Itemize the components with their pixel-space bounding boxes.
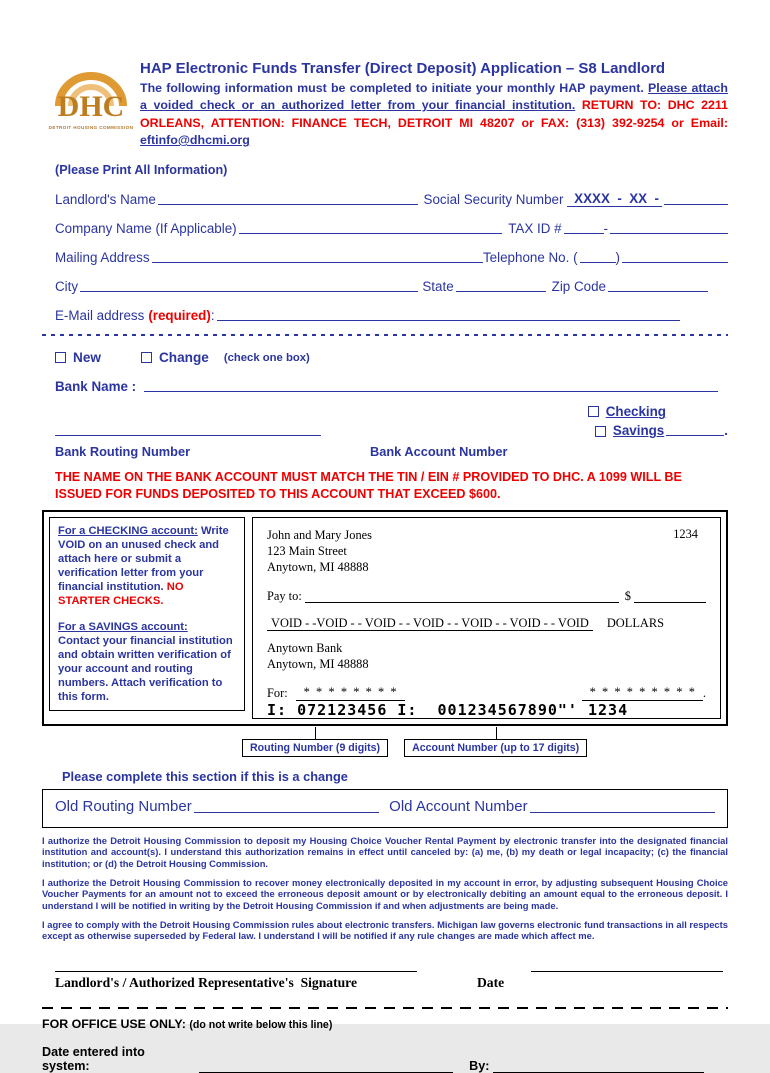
ssn-blank[interactable]: [664, 193, 728, 205]
dashed-divider: [42, 334, 728, 336]
change-checkbox[interactable]: [141, 352, 152, 363]
no-starter-checks-warning: NO STARTER CHECKS.: [58, 580, 184, 607]
check-one-note: (check one box): [223, 351, 310, 364]
email-label: E-Mail address: [55, 308, 145, 324]
memo-stars-left: * * * * * * * *: [296, 685, 405, 701]
city-label: City: [55, 279, 79, 295]
checking-instr-body: Write VOID on an unused check and attach here or submit a verification letter from your financial institution.: [58, 524, 229, 593]
pay-to-blank: [305, 589, 619, 603]
email-colon: :: [210, 308, 215, 324]
landlord-name-blank[interactable]: [158, 193, 418, 205]
landlord-name-row: [55, 191, 728, 207]
telephone-close-paren: ): [615, 250, 620, 266]
bank-routing-blank[interactable]: [55, 424, 321, 436]
bank-account-blank[interactable]: [666, 424, 724, 436]
old-numbers-box: [42, 789, 728, 828]
micr-callouts: [42, 739, 728, 757]
logo-text: DHC: [57, 90, 125, 123]
pay-to-label: Pay to:: [267, 589, 302, 604]
company-blank[interactable]: [239, 222, 503, 234]
header: [42, 60, 728, 149]
old-account-blank[interactable]: [530, 801, 715, 813]
pay-to-line: [267, 589, 706, 604]
authorization-paragraph-3: I agree to comply with the Detroit Housing Commission rules about electronic transfers. Michigan law governs electronic fund transactions in all respects except as otherwise superseded by Federal law. I understand I will be notified if any rule changes are made which affect me.: [42, 918, 728, 942]
office-use-title: FOR OFFICE USE ONLY:: [42, 1016, 186, 1031]
checking-row: [42, 404, 728, 419]
city-blank[interactable]: [80, 280, 418, 292]
savings-instr-title: For a SAVINGS account:: [58, 620, 188, 633]
checking-instr-title: For a CHECKING account:: [58, 524, 198, 537]
page-title: HAP Electronic Funds Transfer (Direct Deposit) Application – S8 Landlord: [140, 60, 666, 77]
routing-number-callout: Routing Number (9 digits): [242, 739, 388, 757]
check-bank-name: Anytown Bank: [267, 641, 343, 656]
savings-instr-body: Contact your financial institution and obtain written verification of your account and routing numbers. Attach verification to this form.: [58, 634, 233, 703]
tax-id-label: TAX ID #: [508, 221, 562, 237]
check-payer-name: John and Mary Jones: [267, 527, 372, 542]
check-bank-city: Anytown, MI 48888: [267, 657, 369, 672]
void-text: VOID - -VOID - - VOID - - VOID - - VOID - - VOID - - VOID: [267, 616, 593, 631]
tin-warning: THE NAME ON THE BANK ACCOUNT MUST MATCH THE TIN / EIN # PROVIDED TO DHC. A 1099 WILL BE ISSUED FOR FUNDS DEPOSITED TO THIS ACCOUNT THAT EXCEED $600.: [55, 470, 682, 501]
check-number: 1234: [673, 526, 698, 541]
tax-id-dash: -: [603, 221, 608, 237]
email-link[interactable]: eftinfo@dhcmi.org: [140, 133, 250, 148]
micr-line: I: 072123456 I: 001234567890"' 1234: [267, 701, 629, 720]
void-line: [267, 616, 706, 631]
company-row: [55, 221, 728, 236]
ssn-label: Social Security Number: [423, 192, 564, 208]
dollars-label: DOLLARS: [606, 616, 664, 631]
intro-attach-note: Please attach a voided check or an authorized letter from your financial institution.: [140, 81, 728, 113]
mailing-address-blank[interactable]: [152, 251, 483, 263]
dollar-sign: $: [624, 589, 631, 604]
memo-stars-right: * * * * * * * * *: [582, 685, 703, 701]
print-note: (Please Print All Information): [55, 163, 228, 178]
check-payer-city: Anytown, MI 48888: [267, 559, 369, 574]
signature-labels: [55, 975, 728, 991]
amount-blank: [634, 589, 706, 603]
by-label: By:: [469, 1058, 490, 1073]
savings-period: .: [724, 423, 728, 439]
date-entered-label: Date entered into system:: [42, 1044, 145, 1073]
old-routing-blank[interactable]: [194, 801, 379, 813]
dhc-logo-graphic: [45, 60, 137, 122]
email-required-note: (required): [148, 308, 211, 324]
bank-name-label: Bank Name :: [55, 379, 137, 395]
account-instructions-box: [49, 517, 245, 711]
new-checkbox[interactable]: [55, 352, 66, 363]
telephone-blank[interactable]: [622, 251, 728, 263]
logo-caption: DETROIT HOUSING COMMISSION: [48, 125, 134, 130]
authorization-paragraph-1: I authorize the Detroit Housing Commission to deposit my Housing Choice Voucher Rental Payment by electronic transfer into the designated financial institution and account(s). I understand this authorization remains in effect until canceled by: (a) me, (b) my death or legal incapacity; (c) the financial institution; or (d) the Detroit Housing Commission.: [42, 834, 728, 869]
check-payer-street: 123 Main Street: [267, 543, 347, 558]
old-routing-label: Old Routing Number: [55, 797, 192, 815]
office-use-heading: [42, 1017, 728, 1031]
zip-label: Zip Code: [551, 279, 606, 295]
return-to-text: RETURN TO: DHC 2211 ORLEANS, ATTENTION: FINANCE TECH, DETROIT MI 48207 or FAX: (313) 392-9254 or Email:: [140, 98, 728, 130]
for-label: For:: [267, 686, 288, 701]
checking-checkbox[interactable]: [588, 406, 599, 417]
dhc-logo: [42, 60, 140, 136]
sample-check: [252, 517, 721, 719]
account-number-callout: Account Number (up to 17 digits): [404, 739, 587, 757]
bank-account-label: Bank Account Number: [370, 444, 508, 460]
city-state-zip-row: [55, 279, 728, 294]
office-entry-row: [42, 1045, 728, 1073]
state-blank[interactable]: [456, 280, 546, 292]
date-entered-blank[interactable]: [199, 1061, 453, 1073]
tax-id-blank-2[interactable]: [610, 222, 728, 234]
company-label: Company Name (If Applicable): [55, 221, 237, 237]
signature-blank[interactable]: [55, 960, 417, 972]
by-blank[interactable]: [493, 1061, 704, 1073]
savings-checkbox[interactable]: [595, 426, 606, 437]
email-row: [55, 308, 728, 323]
state-label: State: [422, 279, 454, 295]
bank-name-blank[interactable]: [144, 380, 718, 392]
ssn-mask: XXXX - XX -: [567, 191, 662, 207]
authorization-paragraph-2: I authorize the Detroit Housing Commission to recover money electronically deposited in my account in error, by adjusting subsequent Housing Choice Voucher Payments for an amount not to exceed the erroneous deposit amount or by electronically debiting an amount equal to the erroneous deposit. I understand I will be notified in writing by the Detroit Housing Commission if and when adjustments are being made.: [42, 876, 728, 911]
memo-period: .: [702, 686, 706, 701]
mailing-address-label: Mailing Address: [55, 250, 150, 266]
office-use-note: (do not write below this line): [189, 1018, 333, 1031]
savings-label: Savings: [612, 423, 665, 439]
check-specimen-section: [42, 510, 728, 726]
office-divider: [42, 1007, 728, 1009]
old-account-label: Old Account Number: [389, 797, 528, 815]
change-section-title: Please complete this section if this is a change: [62, 768, 348, 784]
intro-text: The following information must be completed to initiate your monthly HAP payment.: [140, 81, 644, 95]
landlord-name-label: Landlord's Name: [55, 192, 156, 208]
new-label: New: [73, 350, 101, 366]
telephone-label: Telephone No. (: [482, 250, 578, 266]
mailing-address-row: [55, 250, 728, 265]
date-blank[interactable]: [531, 960, 723, 972]
bank-name-row: [55, 379, 728, 394]
signature-label: Landlord's / Authorized Representative's Signature: [55, 974, 357, 990]
change-label: Change: [158, 350, 209, 366]
signature-lines: [55, 960, 728, 972]
bank-routing-label: Bank Routing Number: [55, 444, 191, 460]
telephone-area-blank[interactable]: [580, 251, 616, 263]
email-blank[interactable]: [217, 309, 680, 321]
tax-id-blank-1[interactable]: [564, 222, 604, 234]
zip-blank[interactable]: [608, 280, 708, 292]
bank-number-labels: [55, 444, 728, 459]
intro-paragraph: [55, 80, 728, 149]
savings-row: [55, 423, 728, 438]
date-label: Date: [476, 974, 505, 990]
authorization-text: [42, 835, 728, 942]
memo-line: [267, 685, 706, 701]
new-change-row: [55, 350, 728, 365]
checking-label: Checking: [605, 404, 666, 420]
